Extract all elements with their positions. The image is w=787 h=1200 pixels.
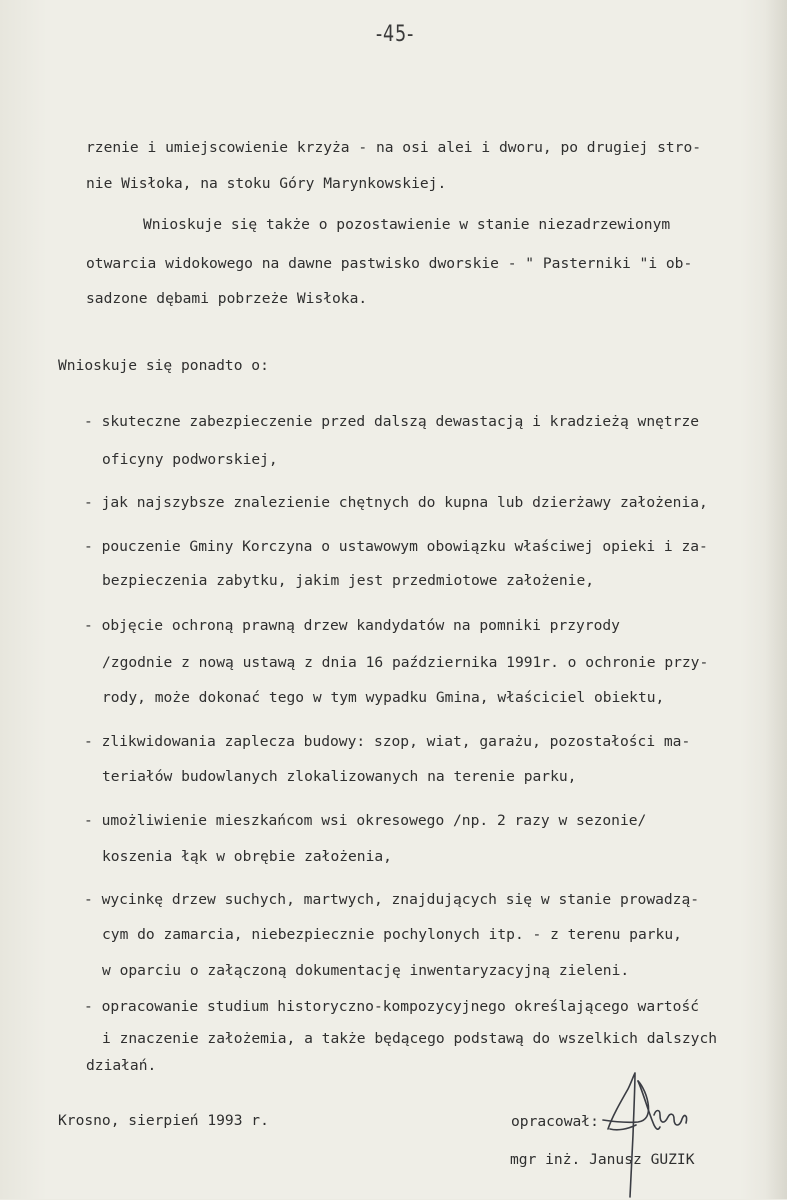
list-item-3-line-1: - pouczenie Gminy Korczyna o ustawowym obowiązku właściwej opieki i za-: [84, 538, 708, 555]
list-item-1-line-2: oficyny podworskiej,: [102, 451, 278, 468]
paragraph-1-line-2: nie Wisłoka, na stoku Góry Marynkowskiej.: [86, 175, 447, 192]
paragraph-2-line-3: sadzone dębami pobrzeże Wisłoka.: [86, 290, 368, 307]
paragraph-2-line-1: Wnioskuje się także o pozostawienie w stanie niezadrzewionym: [143, 216, 671, 233]
paragraph-2-line-2: otwarcia widokowego na dawne pastwisko dworskie - " Pasterniki "i ob-: [86, 255, 693, 272]
list-item-5-line-2: teriałów budowlanych zlokalizowanych na terenie parku,: [102, 768, 577, 785]
list-item-5-line-1: - zlikwidowania zaplecza budowy: szop, wiat, garażu, pozostałości ma-: [84, 733, 691, 750]
page-number: -45-: [375, 22, 415, 47]
prepared-by-label: opracował:: [511, 1113, 599, 1130]
list-item-3-line-2: bezpieczenia zabytku, jakim jest przedmiotowe założenie,: [102, 572, 595, 589]
list-item-6-line-1: - umożliwienie mieszkańcom wsi okresowego /np. 2 razy w sezonie/: [84, 812, 647, 829]
list-item-6-line-2: koszenia łąk w obrębie założenia,: [102, 848, 392, 865]
list-item-7-line-3: w oparciu o załączoną dokumentację inwentaryzacyjną zieleni.: [102, 962, 630, 979]
list-item-4-line-1: - objęcie ochroną prawną drzew kandydatów na pomniki przyrody: [84, 617, 620, 634]
list-item-8-line-3: działań.: [86, 1057, 157, 1074]
list-item-7-line-2: cym do zamarcia, niebezpiecznie pochylonych itp. - z terenu parku,: [102, 926, 682, 943]
list-item-4-line-2: /zgodnie z nową ustawą z dnia 16 października 1991r. o ochronie przy-: [102, 654, 709, 671]
place-and-date: Krosno, sierpień 1993 r.: [58, 1112, 269, 1129]
list-intro: Wnioskuje się ponadto o:: [58, 357, 269, 374]
handwritten-signature: [598, 1065, 693, 1200]
paper-edge-shadow: [765, 0, 787, 1199]
list-item-8-line-1: - opracowanie studium historyczno-kompozycyjnego określającego wartość: [84, 998, 700, 1015]
list-item-7-line-1: - wycinkę drzew suchych, martwych, znajdujących się w stanie prowadzą-: [84, 891, 700, 908]
list-item-8-line-2: i znaczenie założemia, a także będącego podstawą do wszelkich dalszych: [102, 1030, 718, 1047]
paragraph-1-line-1: rzenie i umiejscowienie krzyża - na osi alei i dworu, po drugiej stro-: [86, 139, 702, 156]
list-item-1-line-1: - skuteczne zabezpieczenie przed dalszą dewastacją i kradzieżą wnętrze: [84, 413, 700, 430]
author-name: mgr inż. Janusz GUZIK: [510, 1151, 695, 1168]
list-item-4-line-3: rody, może dokonać tego w tym wypadku Gmina, właściciel obiektu,: [102, 689, 665, 706]
list-item-2-line-1: - jak najszybsze znalezienie chętnych do kupna lub dzierżawy założenia,: [84, 494, 708, 511]
